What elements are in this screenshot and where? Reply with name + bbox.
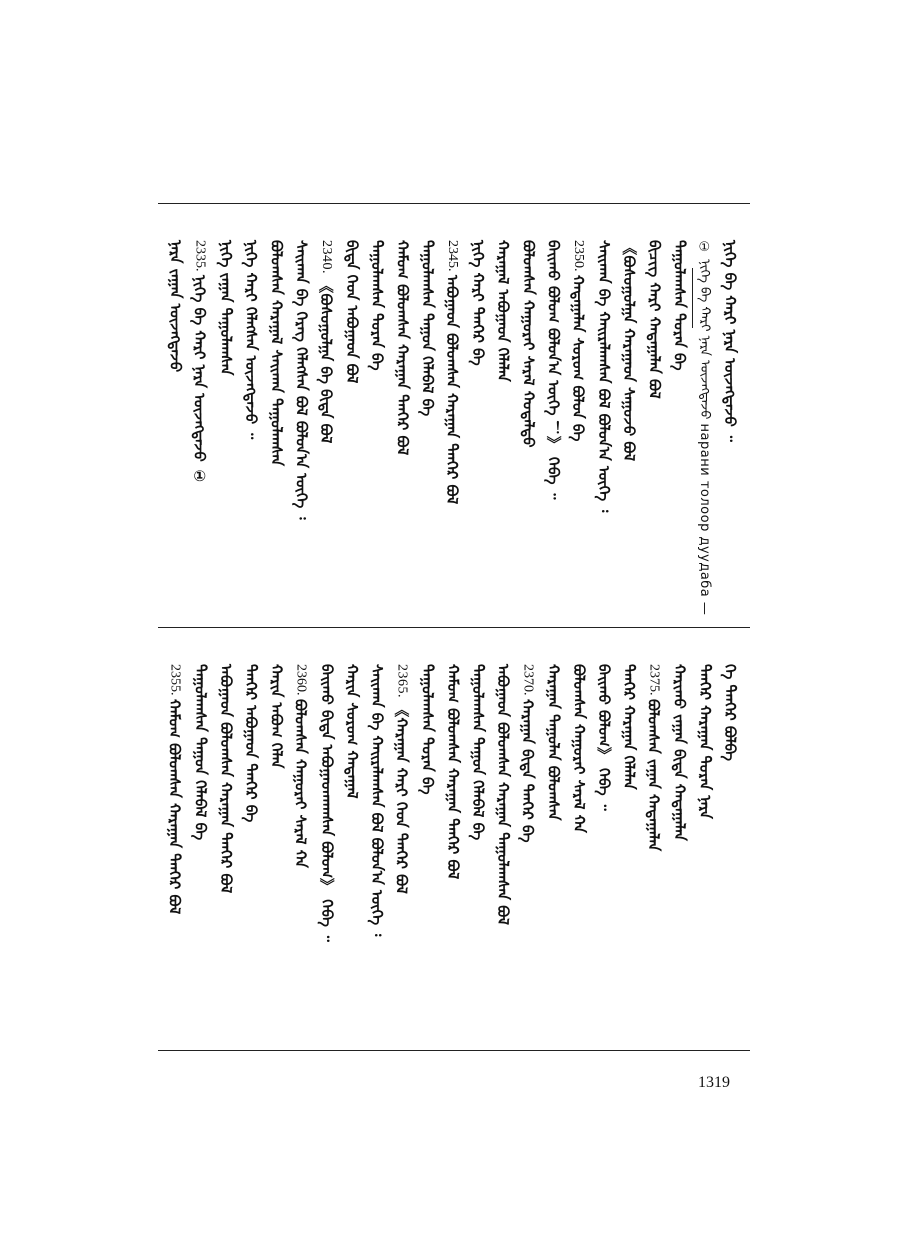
line-text: ᠪᠠᠢᠬᠤ ᠪᠢᠳᠡ ᠠᠪᠤᠭᠠᠳᠬᠠᠭᠰᠠᠨ ᠪᠤᠯᠤᠭ》 ᠭᠡᠪᠡ ᠃ [317, 664, 336, 942]
verse-line [211, 664, 236, 1044]
verse-line [589, 240, 614, 620]
line-text: ᠨᠢᠭᠡ ᠬᠠᠷᠢ ᠬᠡᠯᠡᠭᠰᠡᠨ ᠦᠵᠡᠭᠳᠡᠵᠦ ᠃ [242, 240, 261, 440]
verse-line [513, 664, 538, 1044]
verse-line [564, 664, 589, 1044]
verse-line [438, 240, 463, 620]
line-text: ᠬᠠᠮᠤᠭ ᠪᠣᠯᠤᠭᠰᠠᠨ ᠬᠠᠷᠠᠭᠠᠨ ᠲᠡᠨᠭᠡᠷ ᠪᠣᠯ [393, 240, 412, 456]
line-text: ᠰᠠᠢᠬᠠᠨ ᠪᠡ ᠬᠠᠢᠷᠠᠯᠠᠭᠰᠠᠨ ᠪᠣᠯ ᠪᠣᠯᠤᠨ᠎ᠠ ᠦᠭᠡ ᠄ [594, 240, 613, 513]
line-text: ᠳᠠᠭᠤᠯᠠᠭᠰᠠᠨ ᠳᠠᠭᠤᠨ ᠬᠡᠯᠡᠪᠡᠯ ᠪᠡ [468, 664, 487, 841]
line-text: ᠪᠣᠯᠤᠭᠰᠠᠨ ᠬᠠᠭᠤᠷᠠᠢ ᠰᠠᠷᠠᠯ ᠬᠤᠳᠠᠯᠳᠤ [519, 240, 538, 448]
verse-line [362, 240, 387, 620]
verse-line [564, 240, 589, 620]
line-text: ᠪᠢᠴᠢᠭ ᠬᠠᠷᠢ ᠬᠠᠳᠠᠭᠠᠯᠠᠨ ᠪᠣᠯ [645, 240, 664, 399]
verse-line [639, 240, 664, 620]
line-number: 2360. [293, 664, 309, 699]
verse-line [538, 240, 563, 620]
verse-line [538, 664, 563, 1044]
line-text: ᠪᠣᠯᠤᠭᠰᠠᠨ ᠵᠠᠭᠠᠨ ᠬᠠᠳᠠᠭᠠᠯᠠᠨ [644, 699, 663, 852]
verse-line [337, 664, 362, 1044]
verse-line [513, 240, 538, 620]
line-text: ① ᠨᠢᠭᠡ ᠪᠡ ᠬᠠᠷᠢ ᠨᠠᠷᠠ ᠦᠵᠡᠭᠳᠡᠵᠦ нарани толоор дуудаба — [696, 240, 712, 616]
verse-line [715, 240, 740, 620]
line-text: 《ᠪᠣᠰᠤᠭᠤᠯᠭᠠ ᠬᠠᠷᠠᠭᠠᠳ ᠰᠠᠭᠤᠵᠤ ᠪᠣᠯ [620, 240, 639, 462]
verse-line [438, 664, 463, 1044]
verse-line [261, 240, 286, 620]
verse-line [286, 664, 311, 1044]
middle-rule [158, 627, 750, 628]
verse-line [312, 664, 337, 1044]
verse-line [160, 664, 185, 1044]
line-text: ᠨᠠᠷᠠ ᠵᠠᠭᠠᠨ ᠦᠵᠡᠭᠳᠡᠵᠦ [166, 240, 185, 373]
page-number: 1319 [698, 1074, 730, 1091]
line-text: 《ᠬᠠᠷᠠᠭᠠᠨ ᠬᠠᠷᠢ ᠬᠡᠳ ᠲᠡᠨᠭᠡᠷ ᠪᠣᠯ [392, 702, 411, 894]
verse-line [589, 664, 614, 1044]
verse-line [715, 664, 740, 1044]
verse-line [236, 664, 261, 1044]
line-text: ᠲᠡᠨᠭᠡᠷ ᠠᠪᠤᠭᠠᠳ ᠲᠡᠨᠭᠡᠷ ᠪᠡ [242, 664, 261, 823]
line-number: 2340. [318, 240, 334, 278]
line-text: ᠪᠢᠳᠡ ᠬᠡᠳ ᠠᠪᠤᠭᠠᠳ ᠪᠣᠯ [342, 240, 361, 384]
line-text: ᠪᠣᠯᠤᠭᠰᠠᠨ ᠬᠠᠭᠤᠷᠠᠢ ᠰᠠᠷᠠᠯ ᠬᠠ [291, 699, 310, 868]
line-text: ᠬᠠᠷᠠᠭᠠᠯ ᠠᠪᠤᠭᠠᠳ ᠬᠡᠯᠡᠯᠡᠨ [494, 240, 513, 382]
line-text: ᠰᠠᠢᠬᠠᠨ ᠪᠡ ᠬᠡᠷᠡᠭ ᠬᠡᠯᠡᠭᠰᠡᠨ ᠪᠣᠯ ᠪᠣᠯᠤᠨ᠎ᠠ ᠦᠭᠡ ᠄ [292, 240, 311, 520]
line-number: 2345. [444, 240, 460, 275]
line-text: ᠬᠠᠷᠢᠨ ᠰᠤᠷᠤᠭ ᠬᠠᠳᠠᠭᠠᠯ [342, 664, 361, 799]
line-text: ᠨᠢᠭᠡ ᠬᠠᠷᠢ ᠲᠡᠨᠭᠡᠷ ᠪᠡ [468, 240, 487, 366]
verse-line [412, 664, 437, 1044]
line-text: ᠬᠠᠷᠠᠭᠠᠨ ᠳᠠᠭᠤᠯᠠᠨ ᠪᠣᠯᠤᠭᠰᠠᠨ [544, 664, 563, 821]
line-text: ᠬᠠᠮᠤᠭ ᠪᠣᠯᠤᠭᠰᠠᠨ ᠬᠠᠷᠠᠭᠠᠨ ᠲᠡᠨᠭᠡᠷ ᠪᠣᠯ [165, 699, 184, 915]
verse-line [412, 240, 437, 620]
verse-line [261, 664, 286, 1044]
line-text: ᠬᠠᠷᠢᠬᠤ ᠵᠠᠭᠠᠨ ᠪᠢᠳᠡ ᠬᠠᠳᠠᠭᠠᠯᠠᠨ [670, 664, 689, 841]
verse-line [211, 240, 236, 620]
verse-line [614, 664, 639, 1044]
line-text: ᠲᠡᠨᠭᠡᠷ ᠬᠠᠷᠠᠭᠠᠨ ᠬᠡᠯᠡᠯᠡᠨ [620, 664, 639, 790]
line-text: ᠨᠢᠭᠡ ᠪᠡ ᠬᠠᠷᠢ ᠨᠠᠷᠠ ᠦᠵᠡᠭᠳᠡᠵᠦ ᠃ [721, 240, 739, 442]
line-text: ᠳᠠᠭᠤᠯᠠᠭᠰᠠᠨ ᠳᠠᠭᠤᠨ ᠬᠡᠯᠡᠪᠡᠯ ᠪᠡ [191, 664, 210, 841]
line-text: ᠬᠡ ᠲᠡᠨᠭᠡᠷ ᠪᠣᠯᠪᠠ [721, 664, 739, 761]
line-number: 2375. [646, 664, 662, 699]
line-text: ᠳᠠᠭᠤᠯᠠᠭᠰᠠᠨ ᠳᠤᠷᠠᠨ ᠪᠡ [418, 664, 437, 795]
verse-line [463, 664, 488, 1044]
verse-line [160, 240, 185, 620]
verse-line [488, 664, 513, 1044]
verse-line [690, 664, 715, 1044]
line-text: ᠳᠠᠭᠤᠯᠠᠭᠰᠠᠨ ᠳᠠᠭᠤᠨ ᠬᠡᠯᠡᠪᠡᠯ ᠪᠡ [418, 240, 437, 417]
verse-line [463, 240, 488, 620]
line-text: ᠠᠪᠤᠭᠠᠳ ᠪᠣᠯᠤᠭᠰᠠᠨ ᠬᠠᠷᠠᠭᠠᠨ ᠳᠠᠭᠤᠯᠠᠭᠰᠠᠨ ᠪᠣᠯ [494, 664, 513, 926]
line-number: 2350. [570, 240, 586, 275]
line-text: ᠠᠪᠤᠭᠠᠳ ᠪᠣᠯᠤᠭᠰᠠᠨ ᠬᠠᠷᠠᠭᠠᠨ ᠲᠡᠨᠭᠡᠷ ᠪᠣᠯ [442, 275, 461, 505]
verse-line [664, 664, 689, 1044]
line-number: 2335. [192, 240, 208, 275]
line-number: 2365. [394, 664, 410, 702]
verse-line [186, 664, 211, 1044]
verse-line [664, 240, 689, 620]
line-text: ᠬᠠᠷᠠᠭᠠᠨ ᠪᠢᠳᠡ ᠲᠡᠨᠭᠡᠷ ᠪᠡ [518, 699, 537, 843]
line-text: ᠬᠠᠷᠢᠨ ᠠᠪᠤᠭ ᠬᠡᠯᠡᠨ [267, 664, 286, 769]
line-text: ᠨᠢᠭᠡ ᠵᠠᠭᠠᠨ ᠳᠠᠭᠤᠯᠠᠭᠰᠠᠨ [216, 240, 235, 376]
upper-text-block [160, 240, 740, 620]
verse-line [362, 664, 387, 1044]
line-text: ᠪᠣᠯᠤᠭᠰᠠᠨ ᠬᠠᠭᠤᠷᠠᠢ ᠰᠠᠷᠠᠯ ᠬᠠ [569, 664, 588, 833]
line-text: ᠳᠠᠭᠤᠯᠠᠭᠰᠠᠨ ᠳᠤᠷᠠᠨ ᠪᠡ [368, 240, 387, 371]
verse-line [236, 240, 261, 620]
lower-text-block [160, 664, 740, 1044]
verse-line [186, 240, 211, 620]
line-number: 2355. [167, 664, 183, 699]
verse-line [387, 664, 412, 1044]
verse-line [387, 240, 412, 620]
line-text: ᠠᠪᠤᠭᠠᠳ ᠪᠣᠯᠤᠭᠰᠠᠨ ᠬᠠᠷᠠᠭᠠᠨ ᠲᠡᠨᠭᠡᠷ ᠪᠣᠯ [216, 664, 235, 894]
top-rule [158, 203, 750, 204]
bottom-rule [158, 1050, 750, 1051]
verse-line [614, 240, 639, 620]
verse-line [488, 240, 513, 620]
verse-line [337, 240, 362, 620]
line-text: ᠰᠠᠢᠬᠠᠨ ᠪᠡ ᠬᠠᠢᠷᠠᠯᠠᠭᠰᠠᠨ ᠪᠣᠯ ᠪᠣᠯᠤᠨ᠎ᠠ ᠦᠭᠡ ᠄ [368, 664, 387, 937]
line-text: ᠲᠡᠨᠭᠡᠷ ᠬᠠᠷᠠᠭᠠᠨ ᠳᠤᠷᠠᠨ ᠨᠠᠷᠠ [695, 664, 714, 819]
line-text: 《ᠪᠣᠰᠤᠭᠤᠯᠭᠠ ᠪᠡ ᠪᠢᠳᠡ ᠪᠣᠯ [316, 278, 335, 444]
line-text: ᠬᠠᠳᠠᠭᠠᠯᠠᠨ ᠰᠤᠷᠤᠭ ᠪᠣᠯᠤᠨ ᠪᠡ [568, 275, 587, 442]
verse-line [312, 240, 337, 620]
verse-line [639, 664, 664, 1044]
line-text: ᠪᠠᠢᠬᠤ ᠪᠤᠯᠤᠭ》 ᠭᠡᠪᠡ ᠃ [594, 664, 613, 811]
verse-line [690, 240, 715, 620]
line-text: ᠨᠢᠭᠡ ᠪᠡ ᠬᠠᠷᠢ ᠨᠠᠷᠠ ᠦᠵᠡᠭᠳᠡᠵᠦ ① [190, 275, 209, 485]
line-text: ᠪᠠᠢᠬᠤ ᠪᠤᠯᠤᠭ ᠪᠣᠯᠤᠨ᠎ᠠ ᠦᠭᠡ ！》 ᠭᠡᠪᠡ ᠃ [544, 240, 563, 500]
line-text: ᠬᠠᠮᠤᠭ ᠪᠣᠯᠤᠭᠰᠠᠨ ᠬᠠᠷᠠᠭᠠᠨ ᠲᠡᠨᠭᠡᠷ ᠪᠣᠯ [443, 664, 462, 880]
verse-line [286, 240, 311, 620]
line-number: 2370. [520, 664, 536, 699]
line-text: ᠪᠣᠯᠤᠭᠰᠠᠨ ᠬᠠᠷᠠᠭᠠᠯ ᠰᠠᠢᠬᠠᠨ ᠳᠠᠭᠤᠯᠠᠭᠰᠠᠨ [267, 240, 286, 467]
line-text: ᠳᠠᠭᠤᠯᠠᠭᠰᠠᠨ ᠳᠤᠷᠠᠨ ᠪᠡ [670, 240, 689, 371]
